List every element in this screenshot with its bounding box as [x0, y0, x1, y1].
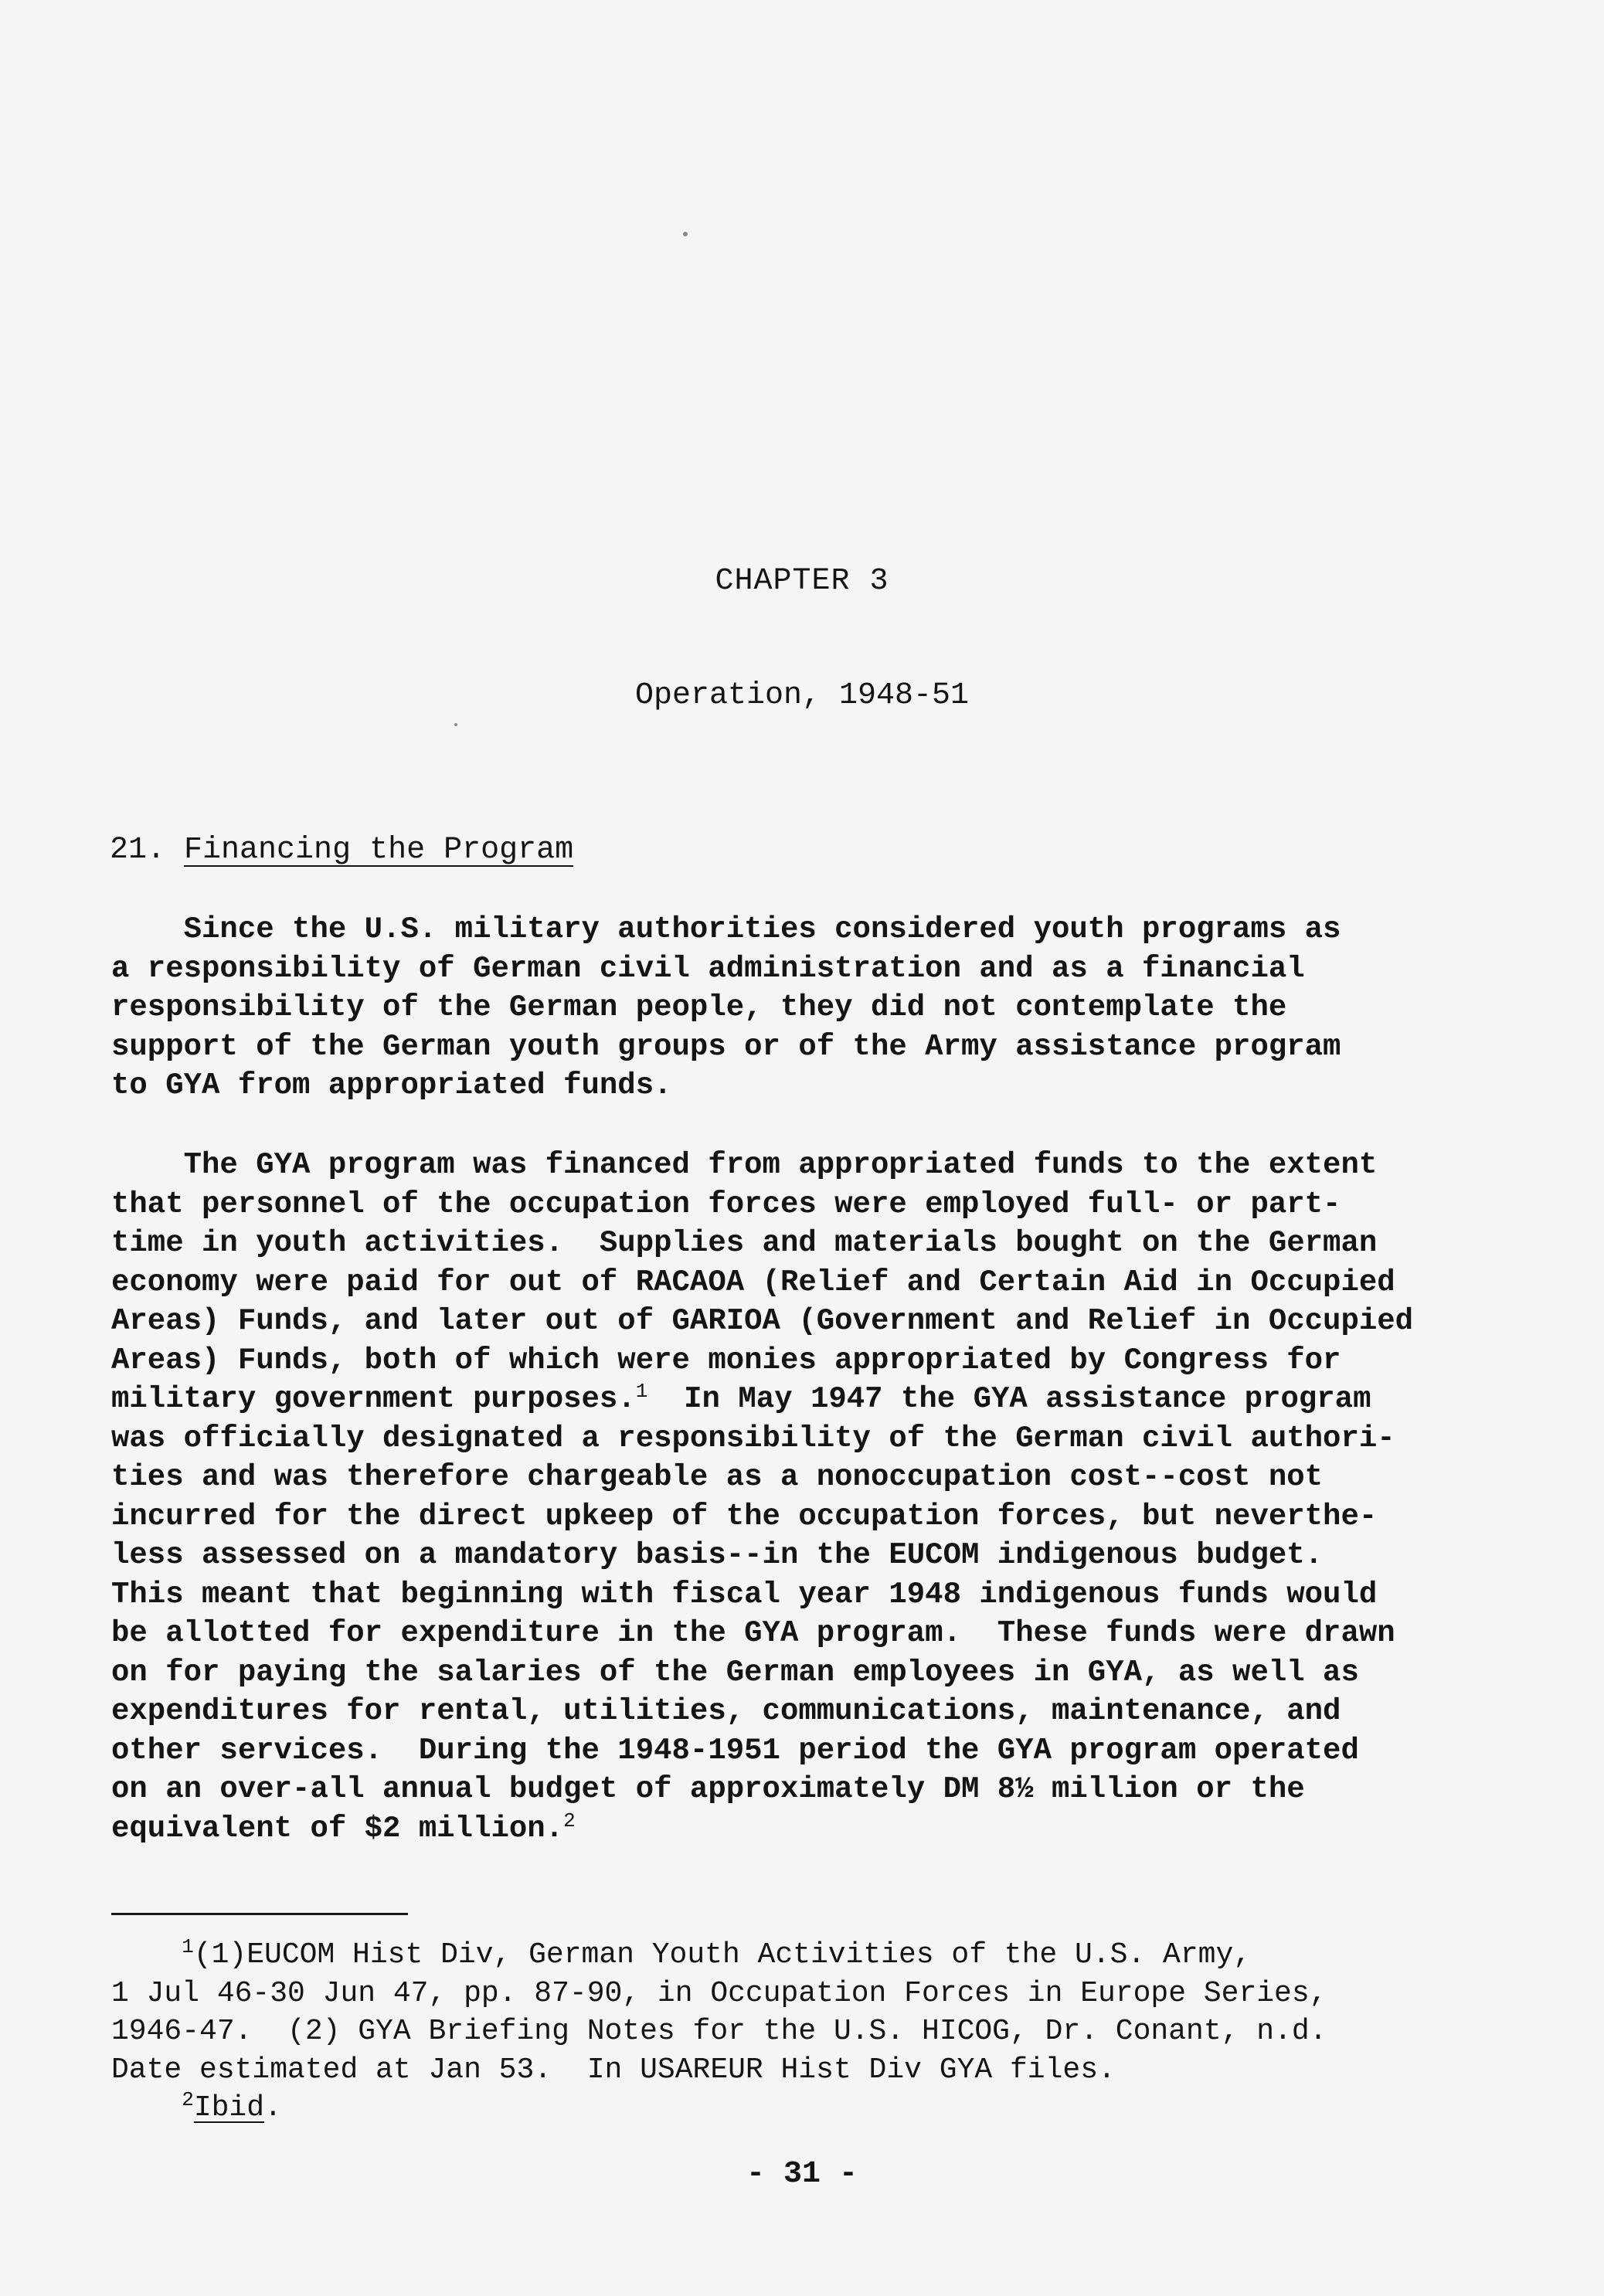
paragraph-1-line-4: support of the German youth groups or of the Army assistance program: [111, 1029, 1341, 1064]
paragraph-2: [111, 1146, 1548, 1848]
footnote-1-line-4: Date estimated at Jan 53. In USAREUR Hist Div GYA files.: [111, 2053, 1116, 2087]
paragraph-2-line-11: less assessed on a mandatory basis--in the EUCOM indigenous budget.: [111, 1538, 1324, 1572]
footnote-2-text: Ibid: [193, 2091, 265, 2124]
paragraph-2-line-13: be allotted for expenditure in the GYA program. These funds were drawn: [111, 1616, 1395, 1650]
paragraph-2-line-2: that personnel of the occupation forces were employed full- or part-: [111, 1187, 1341, 1221]
footnote-1-line-1: (1)EUCOM Hist Div, German Youth Activities of the U.S. Army,: [193, 1938, 1252, 1972]
footnote-2-marker: 2: [182, 2088, 194, 2111]
footnote-1-line-2: 1 Jul 46-30 Jun 47, pp. 87-90, in Occupation Forces in Europe Series,: [111, 1976, 1327, 2010]
paragraph-2-line-7: military government purposes.: [111, 1382, 636, 1416]
paragraph-2-line-8: was officially designated a responsibility of the German civil authori-: [111, 1421, 1395, 1455]
paragraph-2-line-16: other services. During the 1948-1951 period the GYA program operated: [111, 1733, 1359, 1768]
paragraph-2-line-18: equivalent of $2 million.: [111, 1811, 564, 1846]
footnote-ref-2[interactable]: 2: [563, 1809, 576, 1832]
section-title: Financing the Program: [184, 833, 574, 868]
footnote-ref-1[interactable]: 1: [635, 1380, 648, 1403]
paragraph-2-line-4: economy were paid for out of RACAOA (Relief and Certain Aid in Occupied: [111, 1265, 1395, 1299]
paragraph-2-line-10: incurred for the direct upkeep of the occupation forces, but neverthe-: [111, 1499, 1378, 1533]
chapter-title: CHAPTER 3: [715, 564, 889, 599]
paper-speck: [454, 723, 457, 726]
paragraph-1: [111, 910, 1548, 1106]
page-number: - 31 -: [746, 2157, 858, 2192]
paragraph-1-line-2: a responsibility of German civil administration and as a financial: [111, 951, 1305, 986]
paragraph-2-line-17: on an over-all annual budget of approximately DM 8½ million or the: [111, 1772, 1305, 1806]
paragraph-2-line-3: time in youth activities. Supplies and materials bought on the German: [111, 1226, 1378, 1260]
footnote-1-line-3: 1946-47. (2) GYA Briefing Notes for the U.S. HICOG, Dr. Conant, n.d.: [111, 2015, 1327, 2048]
section-number: 21.: [110, 833, 166, 868]
paragraph-1-line-1: Since the U.S. military authorities considered youth programs as: [111, 912, 1341, 946]
paragraph-1-line-3: responsibility of the German people, they did not contemplate the: [111, 990, 1287, 1024]
footnote-divider: [111, 1913, 408, 1915]
paragraph-2-line-15: expenditures for rental, utilities, communications, maintenance, and: [111, 1694, 1341, 1728]
paragraph-2-line-9: ties and was therefore chargeable as a nonoccupation cost--cost not: [111, 1460, 1324, 1494]
chapter-subtitle: Operation, 1948-51: [634, 678, 970, 713]
footnotes: [111, 1936, 1327, 2128]
paragraph-2-line-5: Areas) Funds, and later out of GARIOA (Government and Relief in Occupied: [111, 1304, 1414, 1338]
paragraph-2-line-7-cont: In May 1947 the GYA assistance program: [647, 1382, 1371, 1416]
paragraph-2-line-12: This meant that beginning with fiscal year 1948 indigenous funds would: [111, 1577, 1378, 1612]
paper-speck: [683, 232, 688, 236]
footnote-1-marker: 1: [182, 1935, 194, 1958]
paragraph-2-line-14: on for paying the salaries of the German employees in GYA, as well as: [111, 1655, 1359, 1690]
paragraph-2-line-6: Areas) Funds, both of which were monies appropriated by Congress for: [111, 1343, 1341, 1377]
paragraph-1-line-5: to GYA from appropriated funds.: [111, 1068, 672, 1102]
paragraph-2-line-1: The GYA program was financed from appropriated funds to the extent: [111, 1148, 1378, 1182]
section-heading: [110, 833, 573, 868]
footnote-2-suffix: .: [264, 2091, 282, 2124]
